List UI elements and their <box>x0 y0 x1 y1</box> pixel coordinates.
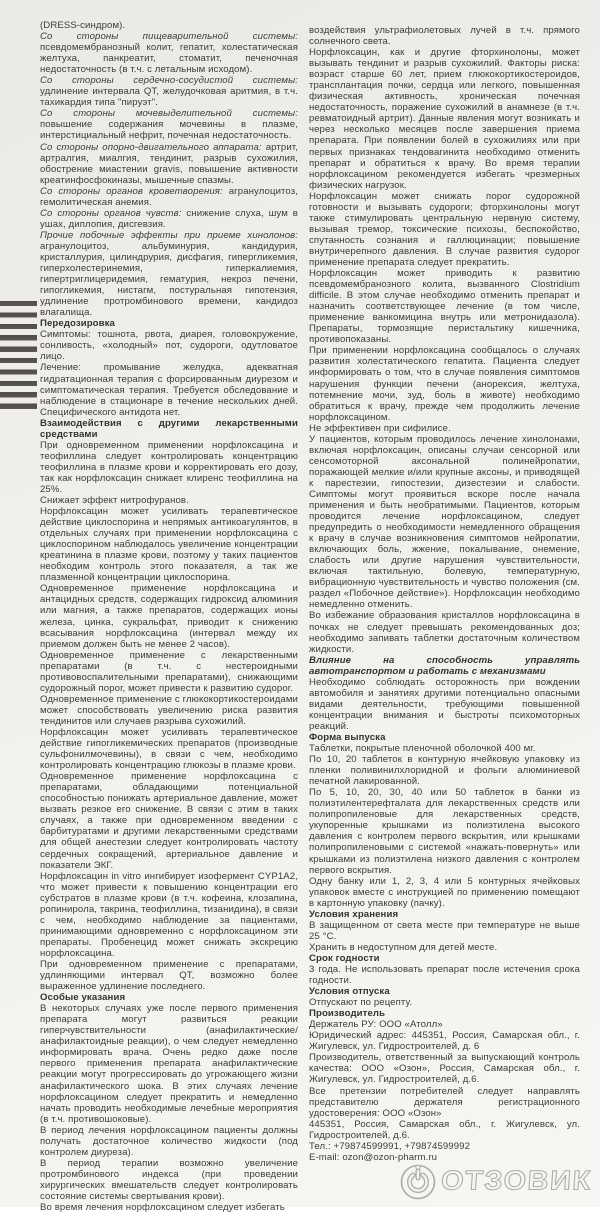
text-run: удлинение интервала QT, желудочковая аритмия, в т.ч. тахикардия типа "пируэт". <box>40 86 298 109</box>
section-heading: Влияние на способность управлять автотранспортом и работать с механизмами <box>309 654 580 677</box>
power-button-icon <box>398 1160 438 1202</box>
paragraph: При одновременном применении норфлоксацина и теофиллина следует контролировать концентрацию теофиллина в плазме крови и корректировать его дозу, так как норфлоксацин снижает клиренс теофиллина на 25%. <box>40 439 298 495</box>
italic-lead-in: Со стороны пищеварительной системы: <box>40 31 298 43</box>
paragraph: воздействия ультрафиолетовых лучей в т.ч. прямого солнечного света. <box>309 25 580 48</box>
paragraph: 3 года. Не использовать препарат после истечения срока годности. <box>309 963 580 987</box>
paragraph: Одновременное применение с глюкокортикостероидами может способствовать увеличению риска развития тендинитов или случаев разрыва сухожилий. <box>40 693 298 727</box>
italic-lead-in: Со стороны мочевыделительной системы: <box>40 108 298 120</box>
paragraph <box>40 208 298 230</box>
paragraph: Одну банку или 1, 2, 3, 4 или 5 контурных ячейковых упаковок вместе с инструкцией по применению помещают в картонную упаковку (пачку). <box>309 875 580 909</box>
section-heading: Особые указания <box>40 992 126 1004</box>
paragraph <box>40 31 298 75</box>
paragraph <box>40 75 298 108</box>
section-heading: Производитель <box>309 1008 386 1020</box>
paragraph: E-mail: ozon@ozon-pharm.ru <box>309 1151 438 1163</box>
paragraph: При одновременном применение с препаратами, удлиняющими интервал QT, возможно более выраженное удлинение последнего. <box>40 958 298 993</box>
section-heading: Условия хранения <box>309 908 399 920</box>
paragraph: Норфлоксацин in vitro ингибирует изофермент CYP1A2, что может привести к повышению концентрации его субстратов в плазме крови (в т.ч. кофеина, клозапина, ропинирола, такрина, теофиллина, тизанидина), в связи с чем, необходимо наблюдение за пациентами, принимающими одновременно с норфлоксацином эти препараты. Пробенецид может снижать экскрецию норфлоксацина. <box>40 870 298 959</box>
paragraph: Отпускают по рецепту. <box>309 997 413 1009</box>
watermark <box>398 1160 592 1202</box>
paragraph: По 10, 20 таблеток в контурную ячейковую упаковку из пленки поливинилхлоридной и фольги алюминиевой печатной лакированной. <box>309 754 580 788</box>
text-run: псевдомембранозный колит, гепатит, холестатическая желтуха, панкреатит, стоматит, печеночная недостаточность (в т.ч. с летальным исходом). <box>40 42 298 76</box>
paragraph: Лечение: промывание желудка, адекватная гидратационная терапия с форсированным диурезом и симптоматическая терапия. Требуется обследование и наблюдение в стационаре в течение нескольких дней. Специфического антидота нет. <box>40 362 298 418</box>
paragraph: Норфлоксацин, как и другие фторхинолоны, может вызывать тендинит и разрыв сухожилий. Факторы риска: возраст старше 60 лет, прием глюкокортикостероидов, трансплантация почки, сердца или легкого, повышенная физическая активность, хроническая почечная недостаточность, поражение сухожилий в анамнезе (в т.ч. ревматоидный артрит). Данные явления могут возникать и через несколько месяцев после завершения приема препарата. При появлении болей в сухожилиях или при первых признаках тендовагинита необходимо отменить препарат и обратиться к врачу. Во время терапии норфлоксацином рекомендуется избегать чрезмерных физических нагрузок. <box>309 47 580 191</box>
paragraph: В некоторых случаях уже после первого применения препарата могут развиться реакции гиперчувствительности (анафилактические/анафилактоидные реакции), о чем следует немедленно информировать врача. Очень редко даже после первого применения препарата анафилактические реакции могут прогрессировать до угрожающего жизни анафилактического шока. В этих случаях лечение норфлоксацином следует прекратить и немедленно начать проводить необходимые лечебные мероприятия (в т.ч. противошоковые). <box>40 1003 298 1125</box>
paragraph <box>40 108 298 141</box>
text-run: агранулоцитоз, гемолитическая анемия. <box>40 185 299 208</box>
paragraph: В период терапии возможно увеличение протромбинового индекса (при проведении хирургических вмешательств следует контролировать состояние системы свертывания крови). <box>40 1157 298 1202</box>
text-run: артрит, артралгия, миалгия, тендинит, разрыв сухожилия, обострение миастении gravis, повышение активности креатинфосфокиназы, мышечные спазмы. <box>40 141 298 186</box>
paragraph: Не эффективен при сифилисе. <box>309 422 451 434</box>
paragraph: Все претензии потребителей следует направлять представителю держателя регистрационного удостоверения: ООО «Озон» <box>309 1085 580 1119</box>
paragraph: В период лечения норфлоксацином пациенты должны получать достаточное количество жидкости (под контролем диуреза). <box>40 1124 298 1158</box>
paragraph: Одновременное применение с лекарственными препаратами (в т.ч. с нестероидными противовоспалительными препаратами), снижающими судорожный порог, может привести к развитию судорог. <box>40 649 298 694</box>
column-right <box>309 25 580 1163</box>
section-heading: Условия отпуска <box>309 986 390 998</box>
paragraph: Норфлоксацин может приводить к развитию псевдомембранозного колита, вызванного Clostridium difficile. В этом случае необходимо отменить препарат и назначить соответствующее лечение (в том числе, применение ванкомицина внутрь или метронидазола). Препараты, тормозящие перистальтику кишечника, противопоказаны. <box>309 268 580 346</box>
paragraph: Производитель, ответственный за выпускающий контроль качества: ООО «Озон», Россия, Самарская обл., г. Жигулевск, ул. Гидростроителей, д.6. <box>309 1052 580 1086</box>
paragraph <box>40 230 298 318</box>
text-run: повышение содержания мочевины в плазме, интерстициальный нефрит, почечная недостаточность. <box>40 119 298 142</box>
paragraph: (DRESS-синдром). <box>40 20 126 31</box>
paragraph <box>40 142 298 186</box>
italic-lead-in: Со стороны органов кроветворения: <box>40 185 223 197</box>
section-heading: Взаимодействия с другими лекарственными средствами <box>40 417 298 440</box>
paragraph: Норфлоксацин может усиливать терапевтическое действие циклоспорина и непрямых антикоагулянтов, в отдельных случаях при применении норфлоксацина с циклоспорином наблюдалось увеличение концентрации креатинина в плазме крови, поэтому у таких пациентов необходим контроль этого показателя, а так же плазменной концентрации циклоспорина. <box>40 506 298 584</box>
section-heading: Передозировка <box>40 318 115 330</box>
column-left <box>40 20 298 1213</box>
paragraph: При применении норфлоксацина сообщалось о случаях развития холестатического гепатита. Пациента следует информировать о том, что в случае появления симптомов нарушения функции печени (анорексия, желтуха, потемнение мочи, зуд, боль в животе) необходимо обратиться к врачу, прежде чем продолжить лечение норфлоксацином. <box>309 345 580 423</box>
paragraph: Одновременное применение норфлоксацина с препаратами, обладающими потенциальной способностью понижать артериальное давление, может вызвать резкое его снижение. В связи с этим в таких случаях, а также при одновременном введении с барбитуратами и другими лекарственными средствами для общей анестезии следует контролировать частоту сердечных сокращений, артериальное давление и показатели ЭКГ. <box>40 771 298 871</box>
paragraph: Снижает эффект нитрофуранов. <box>40 495 189 507</box>
paragraph: Норфлоксацин может усиливать терапевтическое действие гипогликемических препаратов (производные сульфонилмочевины), в связи с чем, необходимо контролировать концентрацию глюкозы в плазме крови. <box>40 727 298 772</box>
paragraph: Норфлоксацин может снижать порог судорожной готовности и вызывать судороги; фторхинолоны могут также стимулировать центральную нервную систему, вызывая тремор, токсические психозы, беспокойство, спутанность сознания и галлюцинации; повышение внутричерепного давления. В случае развития судорог применение препарата следует прекратить. <box>309 190 580 268</box>
paragraph: В защищенном от света месте при температуре не выше 25 °С. <box>309 919 580 942</box>
paragraph: Держатель РУ: ООО «Атолл» <box>309 1019 443 1031</box>
calibration-bars <box>0 301 37 413</box>
text-run: агранулоцитоз, альбуминурия, кандидурия, кристаллурия, цилиндрурия, дисфагия, гипергликемия, гиперхолестеринемия, гиперкалиемия, гипертриглицеридемия, гематурия, некроз печени, гипогликемия, нистагм, постуральная гипотензия, удлинение протромбинового времени, кандидоз влагалища. <box>40 240 298 319</box>
italic-lead-in: Со стороны органов чувств: <box>40 207 182 219</box>
paragraph: 445351, Россия, Самарская обл., г. Жигулевск, ул. Гидростроителей, д.6. <box>309 1118 580 1141</box>
paragraph: Во избежание образования кристаллов норфлоксацина в почках не следует превышать рекомендованных доз; необходимо запивать таблетки достаточным количеством жидкости. <box>309 610 580 655</box>
paragraph: Тел.: +79874599991, +79874599992 <box>309 1140 471 1152</box>
paragraph: Во время лечения норфлоксацином следует избегать <box>40 1202 285 1213</box>
italic-lead-in: Со стороны опорно-двигательного аппарата: <box>40 141 262 153</box>
paragraph: Юридический адрес: 445351, Россия, Самарская обл., г. Жигулевск, ул. Гидростроителей, д. 6 <box>309 1030 580 1053</box>
section-heading: Форма выпуска <box>309 732 386 743</box>
paragraph: Одновременное применение норфлоксацина и антацидных средств, содержащих гидроксид алюминия или магния, а также препаратов, содержащих ионы железа, цинка, сукральфат, приводит к снижению всасывания норфлоксацина (интервал между их приемом должен быть не менее 2 часов). <box>40 583 298 650</box>
italic-lead-in: Со стороны сердечно-сосудистой системы: <box>40 75 298 87</box>
italic-lead-in: Прочие побочные эффекты при приеме хинолонов: <box>40 229 298 241</box>
text-run: снижение слуха, шум в ушах, диплопия, дисгевзия. <box>40 207 298 230</box>
paragraph: Необходимо соблюдать осторожность при вождении автомобиля и занятиях другими потенциально опасными видами деятельности, требующими повышенной концентрации внимания и быстроты психомоторных реакций. <box>309 676 580 732</box>
section-heading: Срок годности <box>309 952 380 964</box>
watermark-text: ОТЗОВИК <box>440 1165 594 1196</box>
paragraph: По 5, 10, 20, 30, 40 или 50 таблеток в банки из полиэтилентерефталата для лекарственных средств или полипропиленовые для лекарственных средств, укупоренные крышками из полиэтилена высокого давления с контролем первого вскрытия, или крышками полипропиленовыми с системой «нажать-повернуть» или крышками из полиэтилена низкого давления с контролем первого вскрытия. <box>309 787 580 876</box>
paragraph <box>40 186 298 208</box>
paragraph: Хранить в недоступном для детей месте. <box>309 941 498 953</box>
paragraph: У пациентов, которым проводилось лечение хинолонами, включая норфлоксацин, описаны случаи сенсорной или сенсомоторной аксональной полинейропатии, поражающей мелкие и/или крупные аксоны, и приводящей к парестезии, гипостезии, дизестезии и слабости. Симптомы могут проявиться вскоре после начала применения и быть необратимыми. Пациентов, которым проводится лечение норфлоксацином, следует предупредить о необходимости немедленного обращения к врачу в случае возникновения симптомов нейропатии, включающих боль, жжение, покалывание, онемение, слабость или другие нарушения чувствительности, включая тактильную, болевую, температурную, вибрационную чувствительность и чувство положения (см. раздел «Побочное действие»). Норфлоксацин необходимо немедленно отменить. <box>309 433 580 611</box>
paragraph: Таблетки, покрытые пленочной оболочкой 400 мг. <box>309 743 536 755</box>
paragraph: Симптомы: тошнота, рвота, диарея, головокружение, сонливость, «холодный» пот, судороги, одутловатое лицо. <box>40 329 298 363</box>
